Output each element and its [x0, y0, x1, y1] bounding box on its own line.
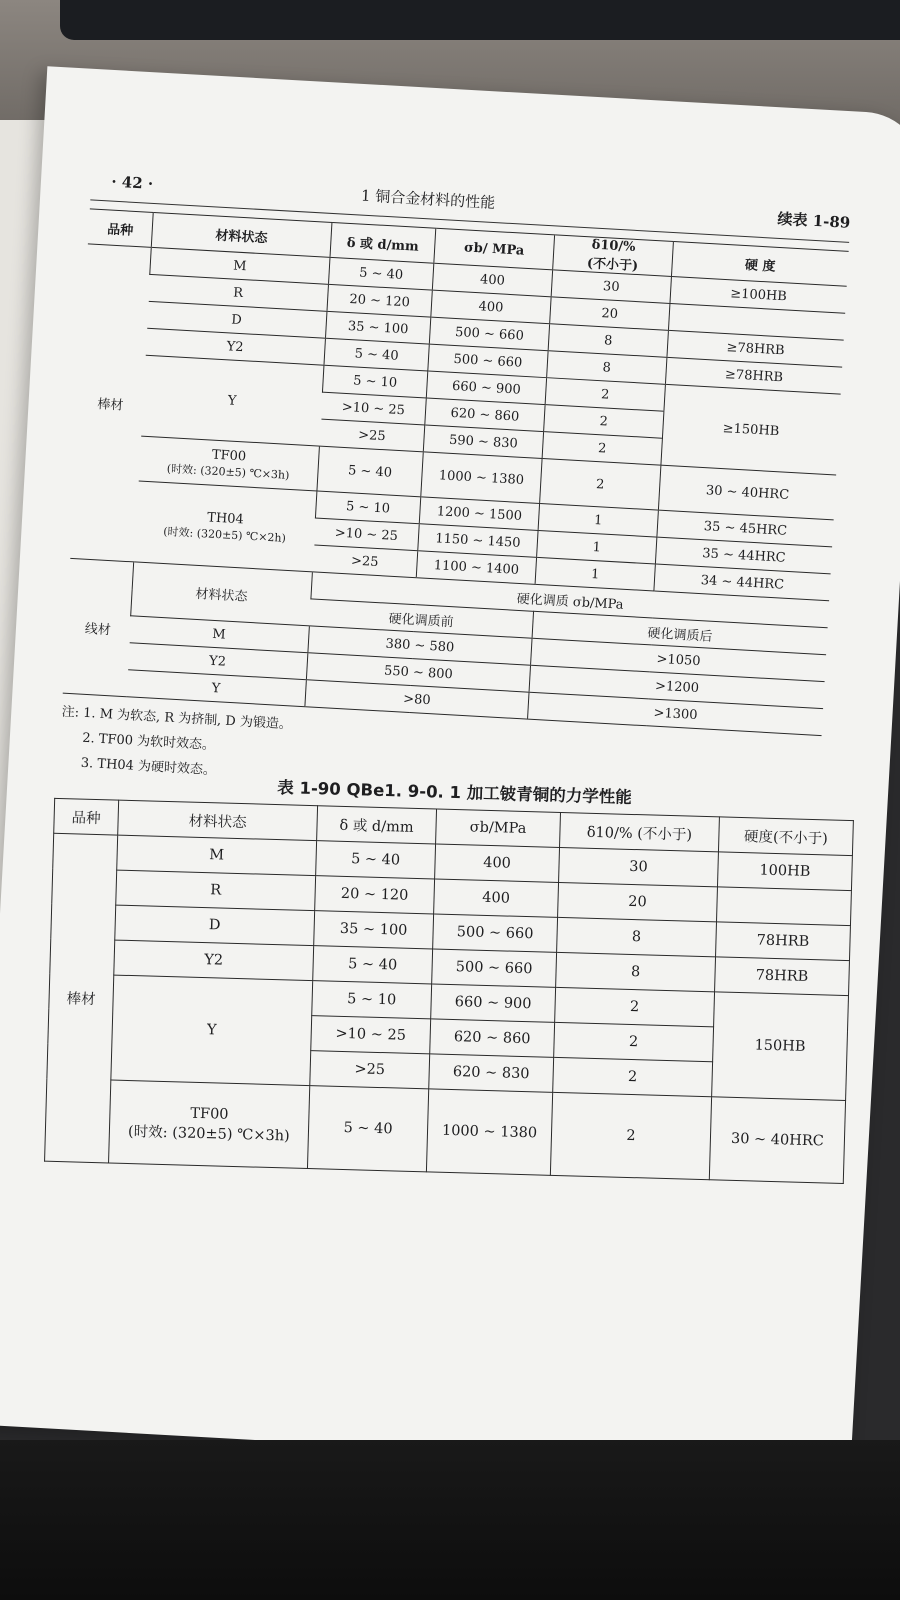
wire-before: 550 ~ 800: [306, 653, 530, 692]
cell-dia: 20 ~ 120: [315, 876, 435, 914]
lower-content: [44, 764, 855, 1184]
col-dia: δ 或 d/mm: [330, 222, 436, 263]
cell-hardness: 35 ~ 44HRC: [655, 537, 832, 574]
col-delta: δ10/% (不小于): [560, 812, 720, 851]
wire-before: 380 ~ 580: [308, 626, 532, 665]
col-state: 材料状态: [151, 212, 332, 257]
cell-hardness: ≥150HB: [661, 384, 841, 475]
cell-dia: 35 ~ 100: [314, 911, 434, 949]
cell-sigma: 400: [435, 844, 560, 882]
cell-hardness: 150HB: [712, 992, 849, 1101]
cell-sigma: 400: [434, 879, 559, 917]
laptop-edge: [60, 0, 900, 40]
cell-delta: 20: [550, 297, 670, 331]
page-number: · 42 ·: [110, 172, 154, 193]
cell-hardness: ≥78HRB: [665, 357, 842, 394]
cell-delta: 2: [554, 1022, 714, 1061]
cell-dia: 35 ~ 100: [325, 311, 430, 344]
state-note: (时效: (320±5) ℃×3h): [166, 461, 290, 482]
cell-hardness: 100HB: [717, 852, 852, 891]
cell-sigma: 500 ~ 660: [429, 317, 549, 351]
state-code: TF00: [211, 447, 247, 464]
continued-label: 续表 1-89: [777, 209, 851, 232]
col-delta-sub: (不小于): [586, 256, 639, 275]
wire-state: Y: [126, 670, 306, 707]
cell-hardness: 78HRB: [716, 922, 851, 961]
cell-dia: >25: [312, 545, 417, 578]
col-dia: δ 或 d/mm: [317, 806, 437, 844]
cell-dia: 5 ~ 10: [315, 491, 420, 524]
dark-foreground: [0, 1440, 900, 1600]
cell-sigma: 1000 ~ 1380: [426, 1089, 552, 1175]
cell-sigma: 590 ~ 830: [423, 425, 543, 459]
state-note: (时效: (320±5) ℃×3h): [127, 1123, 290, 1145]
cell-delta: 2: [553, 1057, 713, 1096]
col-sigma: σb/MPa: [436, 809, 561, 847]
cell-sigma: 500 ~ 660: [432, 949, 557, 987]
table-1-89-continued: [63, 208, 849, 736]
state-code: TF00: [190, 1105, 229, 1123]
cell-state: M: [117, 835, 317, 876]
cell-dia: 5 ~ 40: [316, 841, 436, 879]
wire-before: >80: [305, 680, 529, 719]
cell-delta: 30: [559, 847, 719, 886]
cell-hardness: ≥100HB: [670, 276, 847, 313]
cell-dia: >25: [310, 1051, 430, 1089]
cell-sigma: 620 ~ 860: [425, 398, 545, 432]
cell-dia: 5 ~ 10: [322, 365, 427, 398]
cell-state: Y2: [114, 940, 314, 981]
cell-delta: 2: [540, 459, 661, 511]
wire-after-header: 硬化调质后: [532, 611, 828, 654]
wire-state: M: [129, 616, 309, 653]
state-note: (时效: (320±5) ℃×2h): [163, 524, 287, 545]
cell-delta: 8: [548, 324, 668, 358]
col-delta-label: δ10/%: [591, 237, 636, 255]
cell-hardness: [717, 887, 852, 926]
cell-dia: >25: [319, 419, 424, 452]
wire-label: 线材: [63, 558, 134, 696]
col-state: 材料状态: [118, 800, 318, 841]
wire-after: >1300: [528, 692, 824, 735]
rod-label: 棒材: [45, 833, 118, 1163]
cell-sigma: 620 ~ 830: [429, 1054, 554, 1092]
wire-group-header: 硬化调质 σb/MPa: [311, 572, 829, 628]
col-variety: 品种: [88, 209, 153, 247]
cell-dia: >10 ~ 25: [311, 1016, 431, 1054]
table-1-90: [44, 798, 854, 1184]
wire-state: Y2: [128, 643, 308, 680]
cell-delta: 1: [537, 530, 657, 564]
cell-sigma: 660 ~ 900: [431, 984, 556, 1022]
upper-content: [58, 167, 851, 816]
cell-state: D: [147, 301, 327, 338]
cell-delta: 2: [550, 1092, 711, 1179]
rod-label: 棒材: [70, 244, 151, 562]
cell-hardness: 34 ~ 44HRC: [654, 564, 831, 601]
cell-state: [109, 1080, 310, 1169]
cell-dia: >10 ~ 25: [314, 518, 419, 551]
cell-hardness: 30 ~ 40HRC: [658, 465, 836, 520]
note-2: 2. TF00 为软时效态。: [81, 730, 216, 754]
cell-delta: 8: [547, 351, 667, 385]
cell-dia: >10 ~ 25: [321, 392, 426, 425]
col-sigma: σb/ MPa: [434, 228, 555, 270]
cell-sigma: 400: [432, 263, 552, 297]
cell-delta: 20: [558, 882, 718, 921]
cell-dia: 5 ~ 40: [317, 446, 423, 497]
cell-delta: 1: [538, 503, 658, 537]
cell-dia: 5 ~ 40: [324, 338, 429, 371]
cell-delta: 2: [542, 432, 662, 466]
wire-after: >1200: [529, 665, 825, 708]
cell-state: Y: [141, 355, 324, 446]
running-title: 1 铜合金材料的性能: [360, 186, 496, 212]
cell-dia: 5 ~ 40: [313, 946, 433, 984]
cell-delta: 8: [556, 952, 716, 991]
state-code: TH04: [206, 509, 245, 527]
cell-delta: 2: [544, 405, 664, 439]
cell-state: Y2: [145, 328, 325, 365]
cell-sigma: 500 ~ 660: [428, 344, 548, 378]
cell-state: R: [116, 870, 316, 911]
cell-dia: 5 ~ 10: [312, 981, 432, 1019]
note-1: 注: 1. M 为软态, R 为挤制, D 为锻造。: [61, 704, 293, 733]
cell-sigma: 500 ~ 660: [433, 914, 558, 952]
cell-delta: 8: [557, 917, 717, 956]
cell-hardness: 35 ~ 45HRC: [657, 510, 834, 547]
cell-sigma: 1150 ~ 1450: [418, 524, 538, 558]
cell-dia: 20 ~ 120: [327, 284, 432, 317]
wire-after: >1050: [531, 638, 827, 681]
cell-sigma: 1100 ~ 1400: [416, 551, 536, 585]
note-3: 3. TH04 为硬时效态。: [80, 755, 217, 779]
cell-sigma: 1000 ~ 1380: [421, 452, 542, 504]
cell-hardness: 78HRB: [715, 957, 850, 996]
wire-state-header: 材料状态: [131, 562, 313, 626]
cell-hardness: ≥78HRB: [667, 330, 844, 367]
col-hardness: 硬 度: [671, 242, 848, 287]
cell-hardness: 30 ~ 40HRC: [709, 1097, 845, 1184]
col-variety: 品种: [54, 798, 119, 835]
cell-delta: 2: [545, 378, 665, 412]
cell-delta: 1: [535, 557, 655, 591]
cell-sigma: 620 ~ 860: [430, 1019, 555, 1057]
col-hardness: 硬度(不小于): [718, 817, 853, 856]
cell-sigma: 660 ~ 900: [426, 371, 546, 405]
cell-dia: 5 ~ 40: [328, 257, 433, 290]
cell-state: Y: [111, 975, 313, 1086]
cell-state: [134, 481, 317, 572]
cell-state: R: [148, 274, 328, 311]
wire-before-header: 硬化调质前: [309, 599, 533, 638]
cell-state: D: [115, 905, 315, 946]
cell-dia: 5 ~ 40: [307, 1086, 428, 1172]
cell-delta: 2: [555, 987, 715, 1026]
table-caption: 表 1-90 QBe1. 9-0. 1 加工铍青铜的力学性能: [277, 778, 633, 807]
cell-sigma: 400: [431, 290, 551, 324]
cell-delta: 30: [551, 270, 671, 304]
cell-state: M: [150, 247, 330, 284]
cell-sigma: 1200 ~ 1500: [419, 497, 539, 531]
